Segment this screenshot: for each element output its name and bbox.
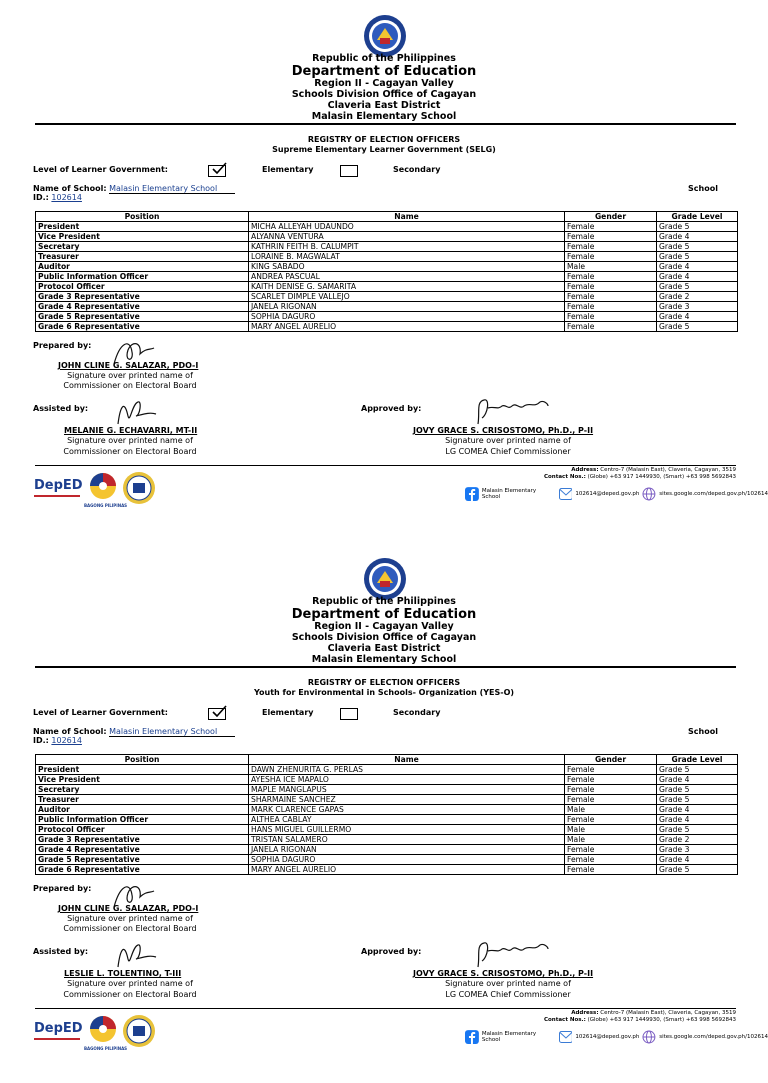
header-district: Claveria East District — [327, 100, 441, 111]
cell-grade-level: Grade 4 — [657, 855, 738, 865]
table-header-row — [36, 212, 738, 222]
cell-grade-level: Grade 5 — [657, 795, 738, 805]
registry-page — [0, 0, 768, 540]
cell-name: MARY ANGEL AURELIO — [249, 865, 565, 875]
cell-grade-level: Grade 3 — [657, 302, 738, 312]
cell-gender: Female — [565, 282, 657, 292]
table-row — [36, 302, 738, 312]
table-row — [36, 815, 738, 825]
cell-name: MARK CLARENCE GAPAS — [249, 805, 565, 815]
deped-seal-icon — [363, 14, 407, 58]
cell-position: Protocol Officer — [36, 282, 249, 292]
cell-name: LORAINE B. MAGWALAT — [249, 252, 565, 262]
table-row — [36, 805, 738, 815]
cell-name: MARY ANGEL AURELIO — [249, 322, 565, 332]
deped-logo-icon: DepED — [34, 1017, 80, 1045]
cell-position: Grade 6 Representative — [36, 865, 249, 875]
cell-grade-level: Grade 4 — [657, 775, 738, 785]
cell-grade-level: Grade 4 — [657, 272, 738, 282]
cell-gender: Female — [565, 845, 657, 855]
prepared-by-name: JOHN CLINE G. SALAZAR, PDO-I — [58, 361, 199, 370]
cell-name: SOPHIA DAGURO — [249, 855, 565, 865]
officers-table-body — [36, 222, 738, 332]
cell-name: SOPHIA DAGURO — [249, 312, 565, 322]
header-gender: Gender — [565, 212, 657, 222]
cell-name: ALTHEA CABLAY — [249, 815, 565, 825]
header-department: Department of Education — [291, 64, 477, 79]
cell-position: Auditor — [36, 262, 249, 272]
registry-page — [0, 543, 768, 1083]
cell-gender: Female — [565, 785, 657, 795]
globe-icon[interactable] — [642, 1030, 656, 1044]
cell-position: Grade 5 Representative — [36, 312, 249, 322]
header-gender: Gender — [565, 755, 657, 765]
table-row — [36, 785, 738, 795]
table-row — [36, 312, 738, 322]
bagong-pilipinas-logo-icon — [86, 1015, 120, 1049]
officers-table-body — [36, 765, 738, 875]
cell-grade-level: Grade 3 — [657, 845, 738, 855]
cell-gender: Female — [565, 272, 657, 282]
header-school: Malasin Elementary School — [311, 111, 457, 122]
elementary-label: Elementary — [262, 708, 314, 717]
header-division: Schools Division Office of Cagayan — [291, 89, 477, 100]
secondary-checkbox[interactable] — [340, 708, 358, 720]
header-district: Claveria East District — [327, 643, 441, 654]
facebook-link[interactable]: Malasin Elementary School — [481, 488, 537, 500]
cell-position: Secretary — [36, 785, 249, 795]
approved-by-label: Approved by: — [361, 404, 422, 413]
address-label: Address: — [571, 467, 599, 473]
bagong-pilipinas-text: BAGONG PILIPINAS — [84, 1046, 128, 1051]
cell-grade-level: Grade 5 — [657, 242, 738, 252]
table-row — [36, 855, 738, 865]
approved-signature-icon — [468, 937, 550, 971]
cell-gender: Female — [565, 312, 657, 322]
cell-position: Grade 3 Representative — [36, 292, 249, 302]
school-word: School — [688, 184, 718, 193]
assisted-caption-2: Commissioner on Electoral Board — [63, 447, 197, 456]
cell-name: ANDREA PASCUAL — [249, 272, 565, 282]
cell-grade-level: Grade 5 — [657, 222, 738, 232]
footer-contacts — [465, 487, 768, 501]
cell-gender: Male — [565, 262, 657, 272]
cell-grade-level: Grade 2 — [657, 835, 738, 845]
school-word: School — [688, 727, 718, 736]
cell-name: JANELA RIGONAN — [249, 302, 565, 312]
level-label: Level of Learner Government: — [33, 165, 168, 174]
cell-name: SHARMAINE SANCHEZ — [249, 795, 565, 805]
table-row — [36, 322, 738, 332]
cell-name: DAWN ZHENURITA G. PERLAS — [249, 765, 565, 775]
cell-grade-level: Grade 5 — [657, 252, 738, 262]
cell-gender: Female — [565, 222, 657, 232]
table-row — [36, 222, 738, 232]
address-value: Centro-7 (Malasin East), Claveria, Cagayan, 3519 — [600, 1010, 736, 1016]
header-rule — [35, 666, 736, 668]
contact-label: Contact Nos.: — [543, 474, 586, 480]
header-region: Region II - Cagayan Valley — [314, 621, 454, 632]
school-id-label: ID.: — [33, 736, 49, 745]
address-label: Address: — [571, 1010, 599, 1016]
prepared-caption-2: Commissioner on Electoral Board — [63, 924, 197, 933]
approved-caption-1: Signature over printed name of — [445, 436, 571, 445]
school-name-value: Malasin Elementary School — [109, 184, 235, 194]
school-name-value: Malasin Elementary School — [109, 727, 235, 737]
cell-gender: Female — [565, 855, 657, 865]
cell-gender: Female — [565, 865, 657, 875]
table-row — [36, 252, 738, 262]
cell-grade-level: Grade 4 — [657, 805, 738, 815]
cell-position: Grade 4 Representative — [36, 302, 249, 312]
cell-gender: Male — [565, 825, 657, 835]
bagong-pilipinas-logo-icon — [86, 472, 120, 506]
cell-name: AYESHA ICE MAPALO — [249, 775, 565, 785]
cell-gender: Female — [565, 252, 657, 262]
facebook-icon[interactable] — [465, 487, 479, 501]
level-label: Level of Learner Government: — [33, 708, 168, 717]
cell-name: ALYANNA VENTURA — [249, 232, 565, 242]
cell-name: SCARLET DIMPLE VALLEJO — [249, 292, 565, 302]
cell-gender: Female — [565, 815, 657, 825]
approved-caption-1: Signature over printed name of — [445, 979, 571, 988]
cell-grade-level: Grade 5 — [657, 765, 738, 775]
footer-rule — [35, 465, 736, 466]
elementary-checkbox[interactable] — [208, 165, 226, 177]
cell-gender: Female — [565, 232, 657, 242]
cell-name: KATHRIN FEITH B. CALUMPIT — [249, 242, 565, 252]
cell-gender: Female — [565, 775, 657, 785]
cell-position: Grade 4 Representative — [36, 845, 249, 855]
header-grade-level: Grade Level — [657, 212, 738, 222]
cell-position: Public Information Officer — [36, 272, 249, 282]
cell-name: JANELA RIGONAN — [249, 845, 565, 855]
table-row — [36, 775, 738, 785]
deped-logo-icon: DepED — [34, 474, 80, 502]
registry-title: REGISTRY OF ELECTION OFFICERS — [307, 678, 461, 687]
school-id-value: 102614 — [51, 736, 82, 745]
cell-gender: Female — [565, 302, 657, 312]
contact-label: Contact Nos.: — [543, 1017, 586, 1023]
secondary-label: Secondary — [393, 165, 441, 174]
website-link[interactable]: sites.google.com/deped.gov.ph/102614 — [659, 1034, 768, 1040]
registry-title: REGISTRY OF ELECTION OFFICERS — [307, 135, 461, 144]
table-row — [36, 845, 738, 855]
cell-grade-level: Grade 5 — [657, 865, 738, 875]
table-header-row — [36, 755, 738, 765]
email-icon[interactable] — [559, 488, 573, 500]
cell-gender: Female — [565, 322, 657, 332]
assisted-signature-icon — [112, 394, 158, 426]
table-row — [36, 795, 738, 805]
school-name-label: Name of School: — [33, 727, 107, 736]
cell-grade-level: Grade 2 — [657, 292, 738, 302]
email-link[interactable]: 102614@deped.gov.ph — [575, 491, 640, 497]
header-rule — [35, 123, 736, 125]
cell-position: Grade 6 Representative — [36, 322, 249, 332]
assisted-by-label: Assisted by: — [33, 404, 89, 413]
cell-name: KING SABADO — [249, 262, 565, 272]
cell-position: President — [36, 765, 249, 775]
table-row — [36, 232, 738, 242]
cell-gender: Female — [565, 292, 657, 302]
cell-name: KAITH DENISE G. SAMARITA — [249, 282, 565, 292]
cell-gender: Female — [565, 765, 657, 775]
school-seal-icon — [122, 471, 156, 505]
approved-caption-2: LG COMEA Chief Commissioner — [445, 990, 571, 999]
cell-position: Grade 3 Representative — [36, 835, 249, 845]
cell-grade-level: Grade 5 — [657, 785, 738, 795]
approved-by-name: JOVY GRACE S. CRISOSTOMO, Ph.D., P-II — [413, 969, 594, 978]
cell-grade-level: Grade 5 — [657, 825, 738, 835]
cell-position: Public Information Officer — [36, 815, 249, 825]
address-value: Centro-7 (Malasin East), Claveria, Cagayan, 3519 — [600, 467, 736, 473]
globe-icon[interactable] — [642, 487, 656, 501]
assisted-by-name: LESLIE L. TOLENTINO, T-III — [64, 969, 182, 978]
assisted-caption-1: Signature over printed name of — [67, 436, 193, 445]
cell-grade-level: Grade 5 — [657, 322, 738, 332]
header-school: Malasin Elementary School — [311, 654, 457, 665]
footer-rule — [35, 1008, 736, 1009]
email-link[interactable]: 102614@deped.gov.ph — [575, 1034, 640, 1040]
table-row — [36, 835, 738, 845]
cell-position: Treasurer — [36, 795, 249, 805]
school-id-label: ID.: — [33, 193, 49, 202]
header-position: Position — [36, 755, 249, 765]
table-row — [36, 272, 738, 282]
approved-by-label: Approved by: — [361, 947, 422, 956]
cell-name: MAPLE MANGLAPUS — [249, 785, 565, 795]
cell-grade-level: Grade 4 — [657, 232, 738, 242]
cell-name: HANS MIGUEL GUILLERMO — [249, 825, 565, 835]
cell-gender: Male — [565, 805, 657, 815]
cell-grade-level: Grade 4 — [657, 312, 738, 322]
table-row — [36, 242, 738, 252]
assisted-by-name: MELANIE G. ECHAVARRI, MT-II — [64, 426, 198, 435]
prepared-caption-2: Commissioner on Electoral Board — [63, 381, 197, 390]
header-republic: Republic of the Philippines — [312, 596, 456, 607]
elementary-label: Elementary — [262, 165, 314, 174]
prepared-caption-1: Signature over printed name of — [67, 371, 193, 380]
contact-value: (Globe) +63 917 1449930, (Smart) +63 998 5692843 — [587, 474, 736, 480]
approved-signature-icon — [468, 394, 550, 428]
cell-position: Vice President — [36, 775, 249, 785]
bagong-pilipinas-text: BAGONG PILIPINAS — [84, 503, 128, 508]
cell-name: MICHA ALLEYAH UDAUNDO — [249, 222, 565, 232]
contact-value: (Globe) +63 917 1449930, (Smart) +63 998 5692843 — [587, 1017, 736, 1023]
table-row — [36, 865, 738, 875]
prepared-by-label: Prepared by: — [33, 884, 92, 893]
school-id-value: 102614 — [51, 193, 82, 202]
cell-position: Secretary — [36, 242, 249, 252]
school-seal-icon — [122, 1014, 156, 1048]
cell-position: Vice President — [36, 232, 249, 242]
header-name: Name — [249, 755, 565, 765]
cell-position: Treasurer — [36, 252, 249, 262]
assisted-caption-2: Commissioner on Electoral Board — [63, 990, 197, 999]
cell-grade-level: Grade 4 — [657, 262, 738, 272]
email-icon[interactable] — [559, 1031, 573, 1043]
cell-position: Grade 5 Representative — [36, 855, 249, 865]
prepared-by-label: Prepared by: — [33, 341, 92, 350]
approved-by-name: JOVY GRACE S. CRISOSTOMO, Ph.D., P-II — [413, 426, 594, 435]
cell-position: President — [36, 222, 249, 232]
registry-subtitle: Supreme Elementary Learner Government (SELG) — [272, 145, 496, 154]
facebook-icon[interactable] — [465, 1030, 479, 1044]
registry-subtitle: Youth for Environmental in Schools- Organization (YES-O) — [253, 688, 515, 697]
assisted-by-label: Assisted by: — [33, 947, 89, 956]
cell-grade-level: Grade 5 — [657, 282, 738, 292]
header-position: Position — [36, 212, 249, 222]
header-name: Name — [249, 212, 565, 222]
officers-table — [35, 754, 738, 875]
cell-position: Auditor — [36, 805, 249, 815]
assisted-caption-1: Signature over printed name of — [67, 979, 193, 988]
school-name-label: Name of School: — [33, 184, 107, 193]
cell-gender: Male — [565, 835, 657, 845]
table-row — [36, 825, 738, 835]
footer-contacts — [465, 1030, 768, 1044]
secondary-checkbox[interactable] — [340, 165, 358, 177]
table-row — [36, 765, 738, 775]
header-division: Schools Division Office of Cagayan — [291, 632, 477, 643]
officers-table — [35, 211, 738, 332]
secondary-label: Secondary — [393, 708, 441, 717]
cell-gender: Female — [565, 242, 657, 252]
elementary-checkbox[interactable] — [208, 708, 226, 720]
header-republic: Republic of the Philippines — [312, 53, 456, 64]
cell-name: TRISTAN SALAMERO — [249, 835, 565, 845]
table-row — [36, 262, 738, 272]
facebook-link[interactable]: Malasin Elementary School — [481, 1031, 537, 1043]
prepared-caption-1: Signature over printed name of — [67, 914, 193, 923]
cell-grade-level: Grade 4 — [657, 815, 738, 825]
approved-caption-2: LG COMEA Chief Commissioner — [445, 447, 571, 456]
header-department: Department of Education — [291, 607, 477, 622]
cell-gender: Female — [565, 795, 657, 805]
table-row — [36, 282, 738, 292]
deped-seal-icon — [363, 557, 407, 601]
cell-position: Protocol Officer — [36, 825, 249, 835]
website-link[interactable]: sites.google.com/deped.gov.ph/102614 — [659, 491, 768, 497]
header-grade-level: Grade Level — [657, 755, 738, 765]
table-row — [36, 292, 738, 302]
prepared-by-name: JOHN CLINE G. SALAZAR, PDO-I — [58, 904, 199, 913]
assisted-signature-icon — [112, 937, 158, 969]
header-region: Region II - Cagayan Valley — [314, 78, 454, 89]
